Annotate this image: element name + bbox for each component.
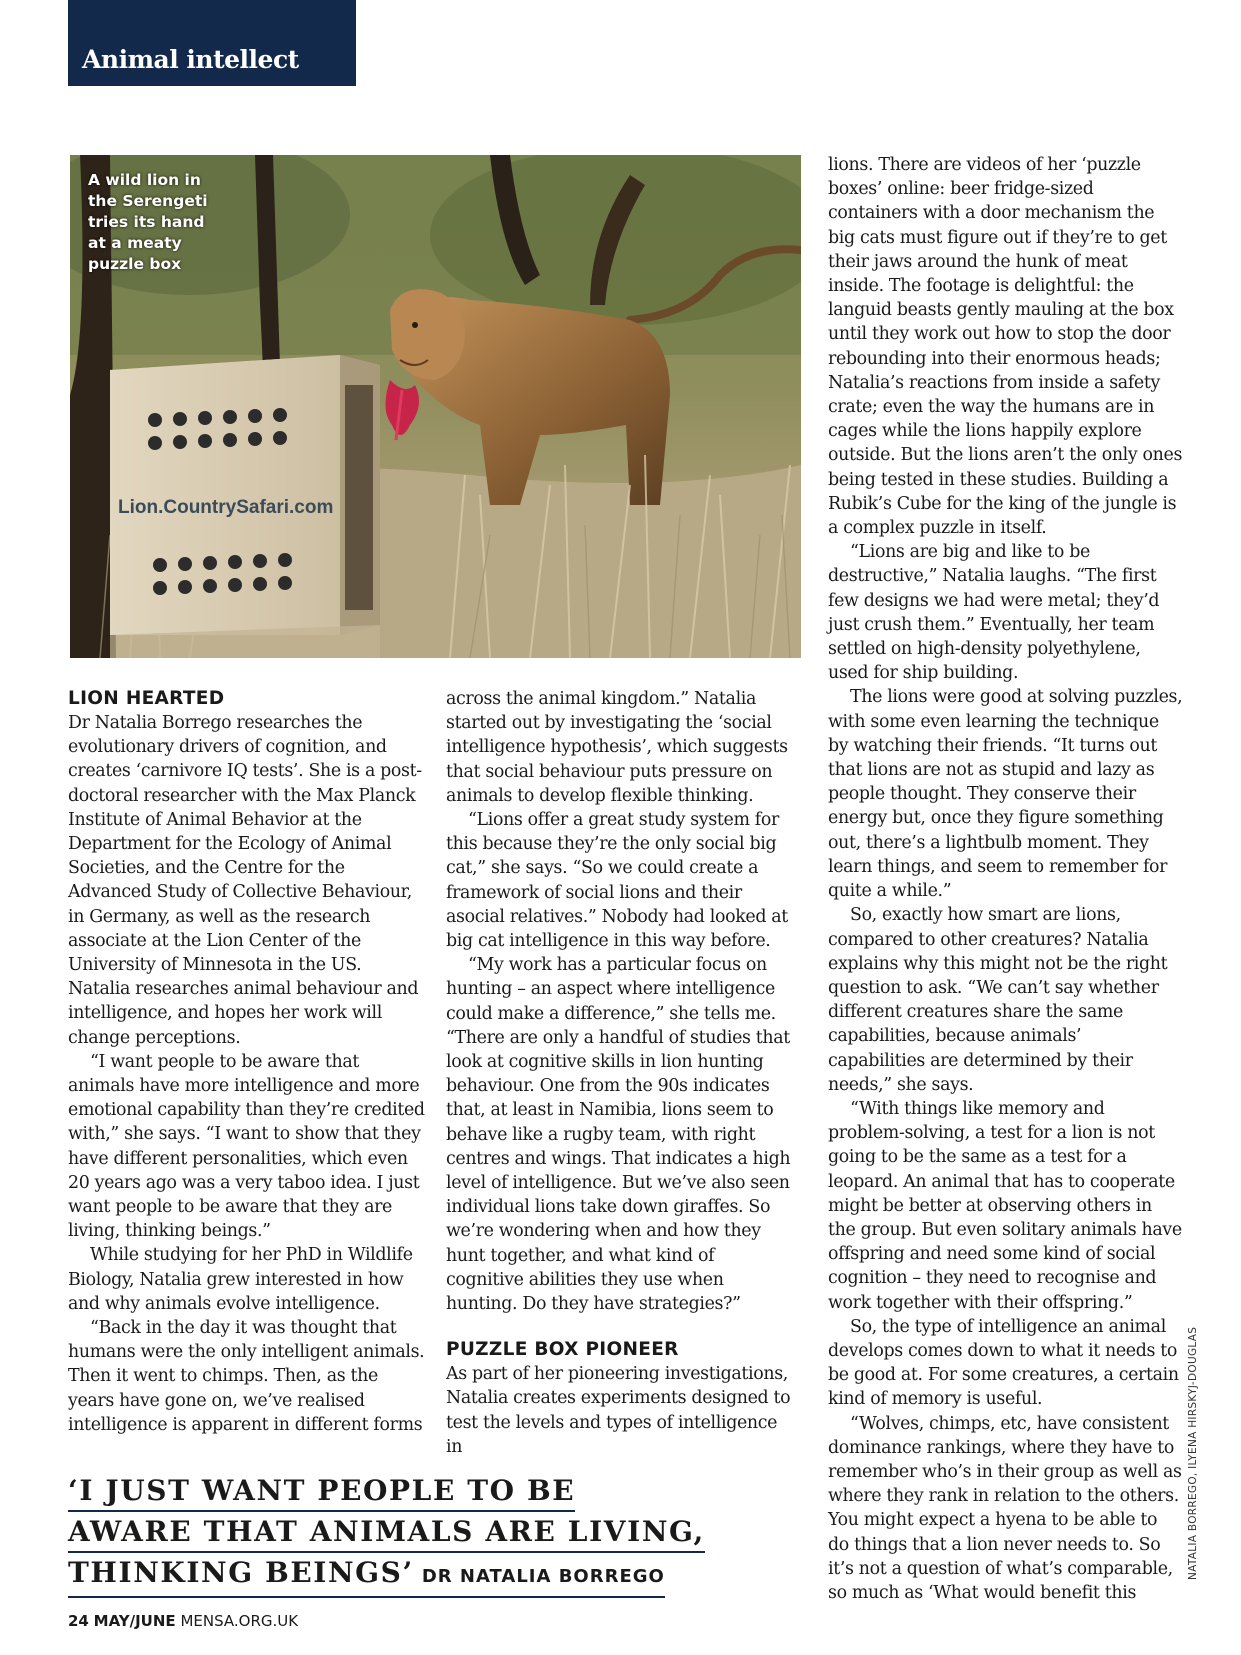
pull-quote <box>68 1473 768 1600</box>
paragraph: As part of her pioneering investigations, Natalia creates experiments designed to test the levels and types of intelligence in <box>446 1364 791 1457</box>
section-label <box>68 0 356 86</box>
pull-quote-text: THINKING BEINGS’ <box>68 1556 414 1589</box>
pull-quote-line-last <box>68 1555 665 1598</box>
paragraph: So, the type of intelligence an animal develops comes down to what it needs to be good at. For some creatures, a certain kind of memory is useful. <box>828 1316 1179 1410</box>
paragraph: “With things like memory and problem-solving, a test for a lion is not going to be the same as a test for a leopard. An animal that has to cooperate might be better at observing others in the group. But even solitary animals have offspring and need some kind of social cognition – they need to recognise and work together with their offspring.” <box>828 1098 1182 1313</box>
column-3 <box>828 153 1183 1605</box>
heading-lion-hearted: LION HEARTED <box>68 688 225 709</box>
paragraph: So, exactly how smart are lions, compared to other creatures? Natalia explains why this might not be the right question to ask. “We can’t say whether different creatures share the same capabilities, because animals’ capabilities are determined by their needs,” she says. <box>828 905 1168 1095</box>
column-2 <box>446 687 796 1459</box>
paragraph: “Back in the day it was thought that humans were the only intelligent animals. Then it went to chimps. Then, as the years have gone on, we’ve realised intelligence is apparent in different forms <box>68 1318 425 1435</box>
paragraph: “Wolves, chimps, etc, have consistent dominance rankings, where they have to remember who’s in their group as well as where they rank in relation to the others. You might expect a hyena to be able to do things that a lion never needs to. So it’s not a question of what’s comparable, so much as ‘What would benefit this <box>828 1413 1182 1603</box>
paragraph: The lions were good at solving puzzles, with some even learning the technique by watching their friends. “It turns out that lions are not as stupid and lazy as people thought. They conserve their energy but, once they figure something out, there’s a lightbulb moment. They learn things, and seem to remember for quite a while.” <box>828 687 1183 902</box>
pull-quote-line: AWARE THAT ANIMALS ARE LIVING, <box>68 1514 705 1553</box>
paragraph: Dr Natalia Borrego researches the evolutionary drivers of cognition, and creates ‘carnivore IQ tests’. She is a post-doctoral researcher with the Max Planck Institute of Animal Behavior at the Department for the Ecology of Animal Societies, and the Centre for the Advanced Study of Collective Behaviour, in Germany, as well as the research associate at the Lion Center of the University of Minnesota in the US. Natalia researches animal behaviour and intelligence, and hopes her work will change perceptions. <box>68 713 422 1048</box>
paragraph: “Lions are big and like to be destructive,” Natalia laughs. “The first few designs we had were metal; they’d just crush them.” Eventually, her team settled on high-density polyethylene, used for ship building. <box>828 542 1160 684</box>
paragraph: lions. There are videos of her ‘puzzle boxes’ online: beer fridge-sized containers with a door mechanism the big cats must figure out if they’re to get their jaws around the hunk of meat inside. The footage is delightful: the languid beasts gently mauling at the box until they work out how to stop the door rebounding into their enormous heads; Natalia’s reactions from inside a safety crate; even the way the humans are in cages while the lions happily explore outside. But the lions aren’t the only ones being tested in these studies. Building a Rubik’s Cube for the king of the jungle is a complex puzzle in itself. <box>828 155 1183 539</box>
paragraph: across the animal kingdom.” Natalia started out by investigating the ‘social intelligence hypothesis’, which suggests that social behaviour puts pressure on animals to develop flexible thinking. <box>446 689 788 806</box>
section-label-text: Animal intellect <box>82 45 299 74</box>
page-number: 24 <box>68 1612 89 1630</box>
paragraph: “Lions offer a great study system for this because they’re the only social big cat,” she says. “So we could create a framework of social lions and their asocial relatives.” Nobody had looked at big cat intelligence in this way before. <box>446 810 788 952</box>
paragraph: While studying for her PhD in Wildlife Biology, Natalia grew interested in how and why animals evolve intelligence. <box>68 1245 413 1314</box>
photo-caption: A wild lion in the Serengeti tries its hand at a meaty puzzle box <box>88 171 208 273</box>
paragraph: “I want people to be aware that animals have more intelligence and more emotional capability than they’re credited with,” she says. “I want to show that they have different personalities, which even 20 years ago was a very taboo idea. I just want people to be aware that they are living, thinking beings.” <box>68 1051 425 1242</box>
pull-quote-attribution: DR NATALIA BORREGO <box>421 1566 665 1587</box>
paragraph: “My work has a particular focus on hunting – an aspect where intelligence could make a difference,” she tells me. “There are only a handful of studies that look at cognitive skills in lion hunting behaviour. One from the 90s indicates that, at least in Namibia, lions seem to behave like a rugby team, with right centres and wings. That indicates a high level of intelligence. But we’ve also seen individual lions take down giraffes. So we’re wondering when and how they hunt together, and what kind of cognitive abilities they use when hunting. Do they have strategies?” <box>446 955 791 1315</box>
photo-credit: NATALIA BORREGO, ILYENA HIRSKYJ-DOUGLAS <box>1187 1326 1199 1580</box>
column-1 <box>68 687 428 1437</box>
site-label: MENSA.ORG.UK <box>180 1612 299 1630</box>
page-footer <box>68 1612 298 1630</box>
box-text: Lion.CountrySafari.com <box>118 497 334 518</box>
heading-puzzle-box-pioneer: PUZZLE BOX PIONEER <box>446 1339 679 1361</box>
pull-quote-line: ‘I JUST WANT PEOPLE TO BE <box>68 1473 575 1512</box>
issue-label: MAY/JUNE <box>93 1612 176 1630</box>
